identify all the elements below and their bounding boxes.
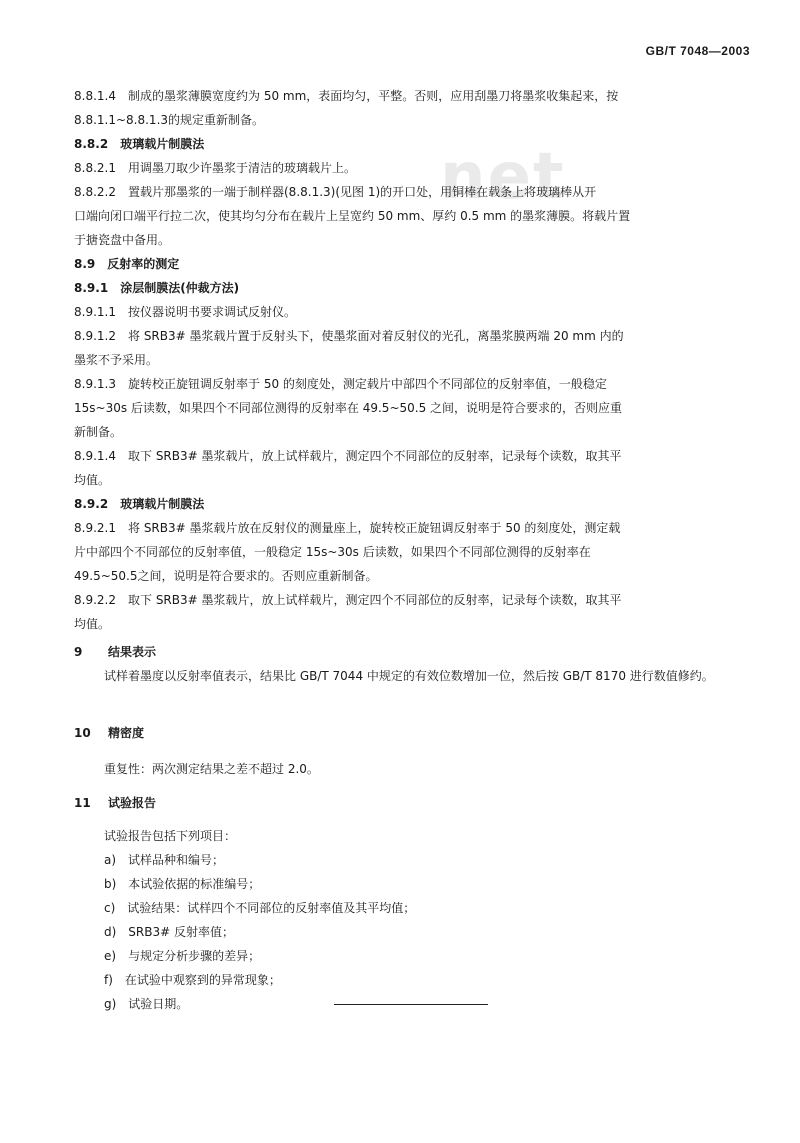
clause-heading: 8.9 反射率的测定 <box>74 257 180 271</box>
list-item: c) 试验结果：试样四个不同部位的反射率值及其平均值； <box>104 901 416 915</box>
clause-line: 8.9.2.2 取下 SRB3# 墨浆载片，放上试样载片，测定四个不同部位的反射率，记录每个读数，取其平 <box>74 593 622 607</box>
clause-line: 口端向闭口端平行拉二次，使其均匀分布在载片上呈宽约 50 mm、厚约 0.5 mm 的墨浆薄膜。将载片置 <box>74 209 631 223</box>
list-item: b) 本试验依据的标准编号； <box>104 877 261 891</box>
list-item: e) 与规定分析步骤的差异； <box>104 949 261 963</box>
clause-line: 8.8.1.4 制成的墨浆薄膜宽度约为 50 mm，表面均匀，平整。否则，应用刮墨刀将墨浆收集起来，按 <box>74 89 619 103</box>
clause-line: 均值。 <box>74 473 111 487</box>
list-item: g) 试验日期。 <box>104 997 189 1011</box>
clause-heading: 8.9.1 涂层制膜法(仲裁方法) <box>74 281 240 295</box>
clause-line: 均值。 <box>74 617 111 631</box>
clause-line: 8.9.1.4 取下 SRB3# 墨浆载片，放上试样载片，测定四个不同部位的反射率，记录每个读数，取其平 <box>74 449 622 463</box>
clause-line: 8.9.2.1 将 SRB3# 墨浆载片放在反射仪的测量座上，旋转校正旋钮调反射率于 50 的刻度处，测定载 <box>74 521 621 535</box>
clause-heading: 8.9.2 玻璃载片制膜法 <box>74 497 205 511</box>
clause-line: 于搪瓷盘中备用。 <box>74 233 171 247</box>
clause-line: 8.9.1.1 按仪器说明书要求调试反射仪。 <box>74 305 297 319</box>
clause-line: 8.9.1.3 旋转校正旋钮调反射率于 50 的刻度处，测定载片中部四个不同部位的反射率值，一般稳定 <box>74 377 607 391</box>
clause-line: 15s~30s 后读数，如果四个不同部位测得的反射率在 49.5~50.5 之间，说明是符合要求的，否则应重 <box>74 401 623 415</box>
section-heading-10: 10 精密度 <box>74 726 145 740</box>
end-rule <box>334 1004 488 1005</box>
section-11-intro: 试验报告包括下列项目： <box>104 829 237 843</box>
section-heading-11: 11 试验报告 <box>74 796 157 810</box>
list-item: a) 试样品种和编号； <box>104 853 225 867</box>
clause-line: 8.8.2.1 用调墨刀取少许墨浆于清洁的玻璃载片上。 <box>74 161 357 175</box>
section-10-body: 重复性：两次测定结果之差不超过 2.0。 <box>104 762 319 776</box>
list-item: f) 在试验中观察到的异常现象； <box>104 973 281 987</box>
standard-number: GB/T 7048—2003 <box>645 44 750 58</box>
clause-line: 8.8.1.1~8.8.1.3的规定重新制备。 <box>74 113 265 127</box>
clause-line: 片中部四个不同部位的反射率值，一般稳定 15s~30s 后读数，如果四个不同部位测得的反射率在 <box>74 545 591 559</box>
section-9-body: 试样着墨度以反射率值表示，结果比 GB/T 7044 中规定的有效位数增加一位，然后按 GB/T 8170 进行数值修约。 <box>104 669 714 683</box>
clause-line: 墨浆不予采用。 <box>74 353 159 367</box>
clause-heading: 8.8.2 玻璃载片制膜法 <box>74 137 205 151</box>
section-heading-9: 9 结果表示 <box>74 645 157 659</box>
clause-line: 新制备。 <box>74 425 123 439</box>
watermark: net <box>440 140 566 214</box>
list-item: d) SRB3# 反射率值； <box>104 925 234 939</box>
clause-line: 8.9.1.2 将 SRB3# 墨浆载片置于反射头下，使墨浆面对着反射仪的光孔，离墨浆膜两端 20 mm 内的 <box>74 329 624 343</box>
clause-line: 8.8.2.2 置载片那墨浆的一端于制样器(8.8.1.3)(见图 1)的开口处，用铜棒在载条上将玻璃棒从开 <box>74 185 597 199</box>
clause-line: 49.5~50.5之间，说明是符合要求的。否则应重新制备。 <box>74 569 378 583</box>
